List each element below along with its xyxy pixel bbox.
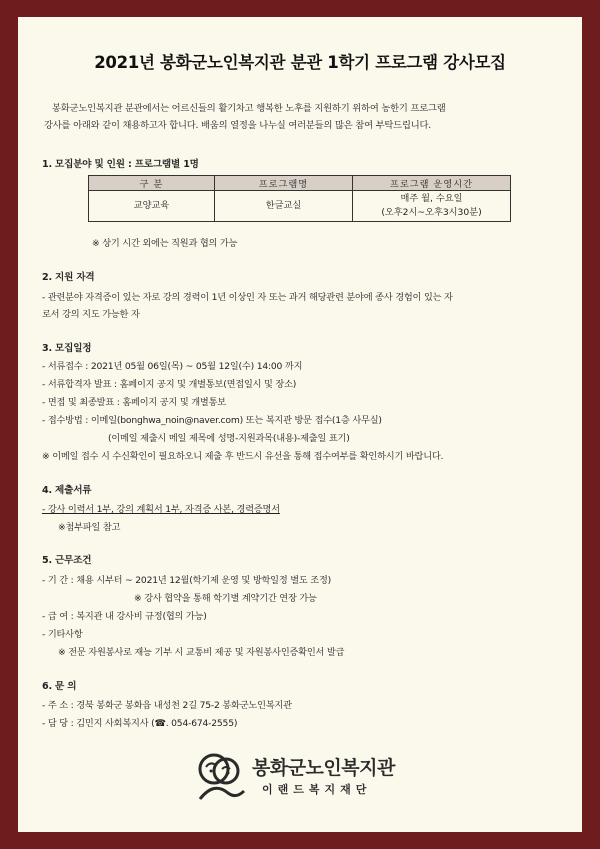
section-5-line-1: - 기 간 : 채용 시부터 ~ 2021년 12월(학기제 운영 및 방학일정 별도 조정) — [42, 575, 332, 586]
section-3-line-1: - 서류접수 : 2021년 05월 06일(목) ~ 05월 12일(수) 14:00 까지 — [42, 361, 303, 372]
section-6-heading: 6. 문 의 — [42, 681, 77, 692]
section-3-line-3: - 면접 및 최종발표 : 홈페이지 공지 및 개별통보 — [42, 397, 226, 408]
table-cell-category: 교양교육 — [89, 191, 215, 222]
notice-paper — [18, 17, 582, 832]
page-title: 2021년 봉화군노인복지관 분관 1학기 프로그램 강사모집 — [94, 53, 506, 72]
section-4-heading: 4. 제출서류 — [42, 485, 92, 496]
intro-text — [44, 100, 564, 134]
program-table — [88, 175, 511, 222]
section-3-line-2: - 서류합격자 발표 : 홈페이지 공지 및 개별통보(면접일시 및 장소) — [42, 379, 297, 390]
section-5-heading: 5. 근무조건 — [42, 555, 92, 566]
section-3-line-5: (이메일 제출시 메일 제목에 성명-지원과목(내용)-제출일 표기) — [108, 433, 350, 444]
section-4-line-2: ※첨부파일 참고 — [58, 522, 121, 533]
table-row — [89, 191, 511, 222]
section-1-note: ※ 상기 시간 외에는 직원과 협의 가능 — [92, 238, 238, 249]
logo-subtitle: 이랜드복지재단 — [262, 783, 372, 796]
elderly-couple-icon — [192, 747, 248, 803]
time-line-1: 매주 월, 수요일 — [400, 193, 463, 204]
intro-line-2: 강사를 아래와 같이 채용하고자 합니다. 배움의 열정을 나누실 여러분들의 많은 참여 부탁드립니다. — [44, 120, 432, 131]
section-5-line-5: ※ 전문 자원봉사로 재능 기부 시 교통비 제공 및 자원봉사인증확인서 발급 — [58, 647, 345, 658]
section-6-line-2: - 담 당 : 김민지 사회복지사 (☎. 054-674-2555) — [42, 718, 238, 729]
logo-name: 봉화군노인복지관 — [252, 757, 395, 779]
section-2-line-1: - 관련분야 자격증이 있는 자로 강의 경력이 1년 이상인 자 또는 과거 해당관련 분야에 종사 경험이 있는 자 — [42, 292, 453, 303]
section-5-line-3: - 급 여 : 복지관 내 강사비 규정(협의 가능) — [42, 611, 207, 622]
section-5-line-4: - 기타사항 — [42, 629, 83, 640]
table-header-program: 프로그램명 — [215, 176, 353, 191]
section-3-line-6: ※ 이메일 접수 시 수신확인이 필요하오니 제출 후 반드시 유선을 통해 접수여부를 확인하시기 바랍니다. — [42, 451, 444, 462]
table-header-row — [89, 176, 511, 191]
section-3-heading: 3. 모집일정 — [42, 343, 92, 354]
time-line-2: (오후2시~오후3시30분) — [381, 207, 482, 218]
section-2-line-2: 로서 강의 지도 가능한 자 — [42, 309, 140, 320]
organization-logo — [192, 747, 422, 803]
table-cell-time — [353, 191, 511, 222]
intro-line-1: 봉화군노인복지관 분관에서는 어르신들의 활기차고 행복한 노후를 지원하기 위하여 농한기 프로그램 — [52, 103, 446, 114]
section-6-line-1: - 주 소 : 경북 봉화군 봉화읍 내성천 2길 75-2 봉화군노인복지관 — [42, 700, 292, 711]
section-1-heading: 1. 모집분야 및 인원 : 프로그램별 1명 — [42, 159, 199, 170]
section-2-heading: 2. 지원 자격 — [42, 272, 95, 283]
section-3-line-4: - 접수방법 : 이메일(bonghwa_noin@naver.com) 또는 복지관 방문 접수(1층 사무실) — [42, 415, 382, 426]
table-header-time: 프로그램 운영시간 — [353, 176, 511, 191]
section-5-line-2: ※ 강사 협약을 통해 학기별 계약기간 연장 가능 — [134, 593, 317, 604]
section-4-line-1: - 강사 이력서 1부, 강의 계획서 1부, 자격증 사본, 경력증명서 — [42, 504, 280, 515]
table-cell-program: 한글교실 — [215, 191, 353, 222]
table-header-category: 구 분 — [89, 176, 215, 191]
